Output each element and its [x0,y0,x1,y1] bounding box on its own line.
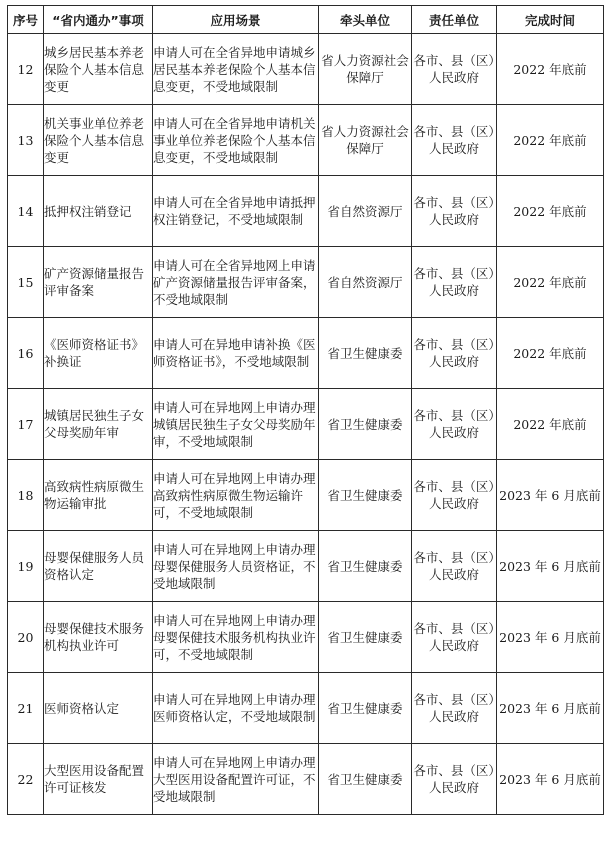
responsible-unit: 各市、县（区）人民政府 [412,389,497,460]
responsible-unit: 各市、县（区）人民政府 [412,176,497,247]
row-number: 17 [8,389,44,460]
row-number: 20 [8,602,44,673]
lead-department: 省卫生健康委 [319,744,412,815]
application-scene: 申请人可在异地网上申请办理大型医用设备配置许可证，不受地域限制 [153,744,319,815]
row-number: 13 [8,105,44,176]
lead-department: 省卫生健康委 [319,673,412,744]
col-header-resp: 责任单位 [412,6,497,34]
application-scene: 申请人可在全省异地申请机关事业单位养老保险个人基本信息变更，不受地域限制 [153,105,319,176]
application-scene: 申请人可在异地网上申请办理高致病性病原微生物运输许可，不受地域限制 [153,460,319,531]
deadline: 2022 年底前 [497,389,604,460]
row-number: 12 [8,34,44,105]
col-header-num: 序号 [8,6,44,34]
row-number: 18 [8,460,44,531]
col-header-lead: 牵头单位 [319,6,412,34]
table-row [8,531,604,602]
responsible-unit: 各市、县（区）人民政府 [412,318,497,389]
matter-name: 大型医用设备配置许可证核发 [44,744,153,815]
lead-department: 省卫生健康委 [319,389,412,460]
application-scene: 申请人可在全省异地网上申请矿产资源储量报告评审备案，不受地域限制 [153,247,319,318]
lead-department: 省人力资源社会保障厅 [319,34,412,105]
matter-name: 机关事业单位养老保险个人基本信息变更 [44,105,153,176]
table-row [8,176,604,247]
row-number: 21 [8,673,44,744]
lead-department: 省卫生健康委 [319,318,412,389]
table-row [8,34,604,105]
row-number: 15 [8,247,44,318]
application-scene: 申请人可在全省异地申请抵押权注销登记，不受地域限制 [153,176,319,247]
application-scene: 申请人可在异地网上申请办理母婴保健技术服务机构执业许可，不受地域限制 [153,602,319,673]
col-header-item: “省内通办”事项 [44,6,153,34]
deadline: 2023 年 6 月底前 [497,744,604,815]
matter-name: 医师资格认定 [44,673,153,744]
header-row [8,6,604,34]
matter-name: 母婴保健服务人员资格认定 [44,531,153,602]
lead-department: 省人力资源社会保障厅 [319,105,412,176]
deadline: 2022 年底前 [497,105,604,176]
responsible-unit: 各市、县（区）人民政府 [412,744,497,815]
matter-name: 《医师资格证书》补换证 [44,318,153,389]
table-row [8,602,604,673]
table-row [8,673,604,744]
matters-table [7,5,604,815]
table-row [8,105,604,176]
table-row [8,247,604,318]
matter-name: 高致病性病原微生物运输审批 [44,460,153,531]
col-header-time: 完成时间 [497,6,604,34]
deadline: 2022 年底前 [497,247,604,318]
lead-department: 省自然资源厅 [319,247,412,318]
responsible-unit: 各市、县（区）人民政府 [412,531,497,602]
responsible-unit: 各市、县（区）人民政府 [412,34,497,105]
row-number: 14 [8,176,44,247]
responsible-unit: 各市、县（区）人民政府 [412,673,497,744]
row-number: 22 [8,744,44,815]
application-scene: 申请人可在异地网上申请办理城镇居民独生子女父母奖励年审，不受地域限制 [153,389,319,460]
matter-name: 城乡居民基本养老保险个人基本信息变更 [44,34,153,105]
matter-name: 母婴保健技术服务机构执业许可 [44,602,153,673]
deadline: 2022 年底前 [497,176,604,247]
col-header-scene: 应用场景 [153,6,319,34]
table-row [8,318,604,389]
row-number: 19 [8,531,44,602]
table-row [8,389,604,460]
matter-name: 抵押权注销登记 [44,176,153,247]
lead-department: 省自然资源厅 [319,176,412,247]
responsible-unit: 各市、县（区）人民政府 [412,602,497,673]
responsible-unit: 各市、县（区）人民政府 [412,460,497,531]
application-scene: 申请人可在全省异地申请城乡居民基本养老保险个人基本信息变更，不受地域限制 [153,34,319,105]
deadline: 2022 年底前 [497,34,604,105]
application-scene: 申请人可在异地网上申请办理医师资格认定，不受地域限制 [153,673,319,744]
table-row [8,744,604,815]
responsible-unit: 各市、县（区）人民政府 [412,105,497,176]
deadline: 2022 年底前 [497,318,604,389]
application-scene: 申请人可在异地申请补换《医师资格证书》，不受地域限制 [153,318,319,389]
deadline: 2023 年 6 月底前 [497,673,604,744]
matter-name: 城镇居民独生子女父母奖励年审 [44,389,153,460]
deadline: 2023 年 6 月底前 [497,531,604,602]
application-scene: 申请人可在异地网上申请办理母婴保健服务人员资格证，不受地域限制 [153,531,319,602]
table-row [8,460,604,531]
responsible-unit: 各市、县（区）人民政府 [412,247,497,318]
row-number: 16 [8,318,44,389]
matter-name: 矿产资源储量报告评审备案 [44,247,153,318]
deadline: 2023 年 6 月底前 [497,460,604,531]
deadline: 2023 年 6 月底前 [497,602,604,673]
lead-department: 省卫生健康委 [319,460,412,531]
lead-department: 省卫生健康委 [319,602,412,673]
lead-department: 省卫生健康委 [319,531,412,602]
